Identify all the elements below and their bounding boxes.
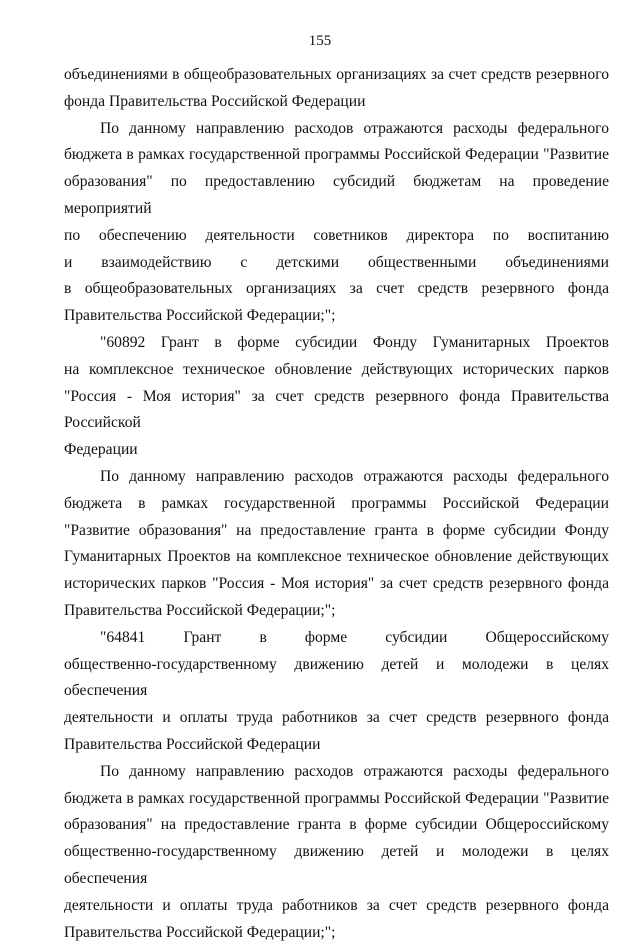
text-line: По данному направлению расходов отражаются расходы федерального [64, 464, 609, 491]
text-line: общественно-государственному движению детей и молодежи в целях обеспечения [64, 839, 609, 893]
text-line: бюджета в рамках государственной программы Российской Федерации [64, 491, 609, 518]
text-line: Федерации [64, 437, 609, 464]
text-line: Правительства Российской Федерации;"; [64, 303, 609, 330]
paragraph [64, 625, 609, 759]
text-line: фонда Правительства Российской Федерации [64, 89, 609, 116]
text-line: "60892 Грант в форме субсидии Фонду Гуманитарных Проектов [64, 330, 609, 357]
text-line: "64841 Грант в форме субсидии Общероссийскому [64, 625, 609, 652]
text-line: исторических парков "Россия - Моя история" за счет средств резервного фонда [64, 571, 609, 598]
text-line: деятельности и оплаты труда работников за счет средств резервного фонда [64, 705, 609, 732]
text-line: бюджета в рамках государственной программы Российской Федерации "Развитие [64, 786, 609, 813]
text-line: образования" на предоставление гранта в форме субсидии Общероссийскому [64, 812, 609, 839]
text-line: Правительства Российской Федерации [64, 732, 609, 759]
paragraph [64, 62, 609, 116]
text-line: Правительства Российской Федерации;"; [64, 598, 609, 625]
text-line: "Развитие образования" на предоставление гранта в форме субсидии Фонду [64, 518, 609, 545]
text-line: деятельности и оплаты труда работников за счет средств резервного фонда [64, 893, 609, 920]
paragraph [64, 330, 609, 464]
text-line: общественно-государственному движению детей и молодежи в целях обеспечения [64, 652, 609, 706]
text-line: на комплексное техническое обновление действующих исторических парков [64, 357, 609, 384]
text-line: образования" по предоставлению субсидий бюджетам на проведение мероприятий [64, 169, 609, 223]
page-number: 155 [0, 33, 640, 50]
text-line: По данному направлению расходов отражаются расходы федерального [64, 759, 609, 786]
paragraph [64, 116, 609, 330]
text-line: и взаимодействию с детскими общественными объединениями [64, 250, 609, 277]
text-line: По данному направлению расходов отражаются расходы федерального [64, 116, 609, 143]
text-line: объединениями в общеобразовательных организациях за счет средств резервного [64, 62, 609, 89]
text-line: по обеспечению деятельности советников директора по воспитанию [64, 223, 609, 250]
text-line: Правительства Российской Федерации;"; [64, 920, 609, 946]
text-line: Гуманитарных Проектов на комплексное техническое обновление действующих [64, 544, 609, 571]
text-line: в общеобразовательных организациях за счет средств резервного фонда [64, 276, 609, 303]
paragraph [64, 759, 609, 946]
document-body [64, 62, 609, 946]
paragraph [64, 464, 609, 625]
text-line: бюджета в рамках государственной программы Российской Федерации "Развитие [64, 142, 609, 169]
text-line: "Россия - Моя история" за счет средств резервного фонда Правительства Российской [64, 384, 609, 438]
